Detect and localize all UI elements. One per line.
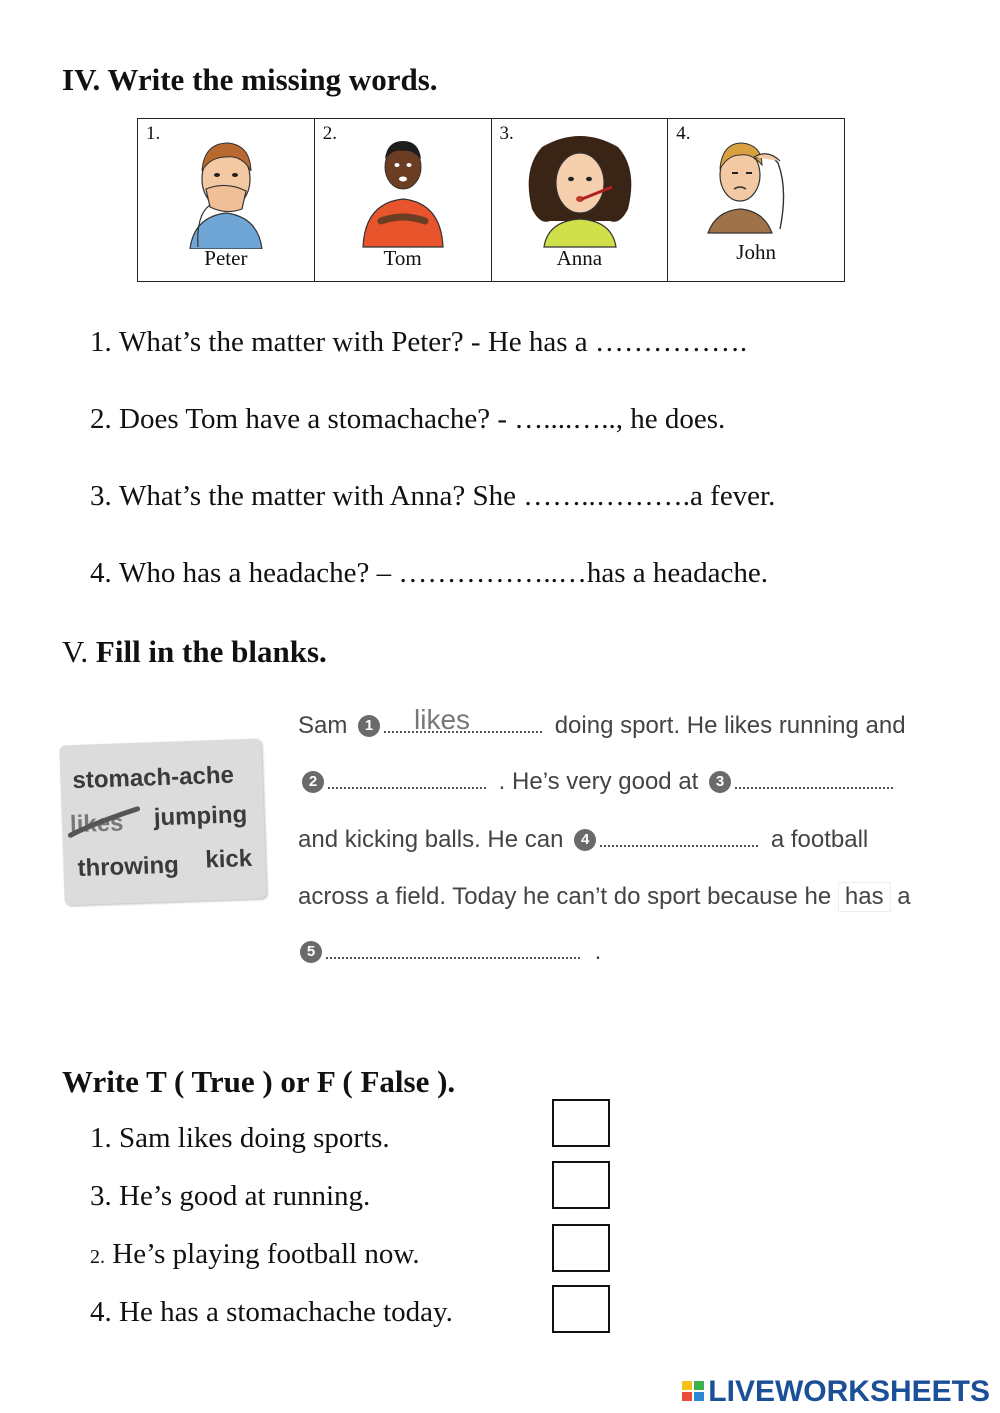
question-1: 1. What’s the matter with Peter? - He has a …………….: [90, 326, 748, 358]
blank-number-1: 1: [358, 715, 380, 737]
story-text: . He’s very good at: [498, 768, 699, 795]
word-likes-crossed: likes: [69, 809, 124, 839]
blank-3[interactable]: [735, 779, 893, 789]
picture-cell-tom: [315, 119, 492, 281]
story-text: a: [897, 883, 911, 910]
section-4-heading: [62, 62, 438, 98]
blank-number-2: 2: [302, 771, 324, 793]
picture-table: [137, 118, 845, 282]
logo-icon: [682, 1379, 706, 1403]
picture-name: Peter: [204, 246, 248, 270]
word-box: [59, 739, 266, 906]
tf-item-1: [90, 1122, 390, 1155]
tf-item-3: [90, 1238, 420, 1271]
logo-text: LIVEWORKSHEETS: [708, 1375, 990, 1408]
blank-5[interactable]: [326, 949, 580, 959]
peter-cold-illustration: [138, 129, 314, 249]
word-throwing: throwing: [77, 851, 180, 883]
picture-number: 1.: [146, 123, 161, 144]
picture-name: Tom: [383, 246, 422, 270]
tf-item-number: 3.: [90, 1180, 112, 1212]
blank-2[interactable]: [328, 779, 486, 789]
tom-stomachache-illustration: [315, 129, 491, 249]
section-5-roman: V.: [62, 634, 89, 669]
blank-4[interactable]: [600, 837, 758, 847]
question-2: 2. Does Tom have a stomachache? - …....….., he does.: [90, 403, 726, 435]
story-text: .: [594, 938, 602, 965]
section-5-title: Fill in the blanks.: [95, 634, 327, 669]
story-text: and kicking balls. He can: [298, 826, 564, 853]
story-text: across a field. Today he can’t do sport because he: [298, 883, 832, 910]
word-kick: kick: [204, 844, 253, 874]
strike-mark: [65, 803, 142, 842]
john-headache-illustration: [668, 129, 844, 249]
picture-cell-anna: [492, 119, 669, 281]
word-jumping: jumping: [153, 801, 248, 832]
tf-item-number: 4.: [90, 1296, 112, 1328]
picture-cell-john: [668, 119, 844, 281]
tf-item-text: He has a stomachache today.: [119, 1296, 453, 1328]
section-5-heading: [62, 634, 327, 670]
tf-answer-box-4[interactable]: [552, 1285, 610, 1333]
tf-item-2: [90, 1180, 370, 1213]
picture-number: 2.: [322, 123, 337, 144]
tf-item-text: Sam likes doing sports.: [119, 1122, 390, 1154]
question-3: 3. What’s the matter with Anna? She ……..……….a fever.: [90, 480, 776, 512]
story-line-1: [298, 712, 906, 740]
picture-name: Anna: [556, 246, 603, 270]
picture-name: John: [736, 240, 776, 264]
picture-number: 3.: [499, 123, 514, 144]
picture-number: 4.: [676, 123, 691, 144]
has-word: has: [838, 882, 891, 912]
tf-answer-box-3[interactable]: [552, 1224, 610, 1272]
tf-item-text: He’s good at running.: [119, 1180, 371, 1212]
tf-item-text: He’s playing football now.: [112, 1238, 420, 1270]
true-false-heading: Write T ( True ) or F ( False ).: [62, 1064, 456, 1099]
filled-answer-1: likes: [414, 704, 471, 735]
blank-number-4: 4: [574, 829, 596, 851]
section-4-title: Write the missing words.: [107, 62, 438, 97]
story-line-5: [296, 938, 601, 966]
blank-number-5: 5: [300, 941, 322, 963]
story-line-4: [298, 882, 911, 912]
question-4: 4. Who has a headache? – ……………..…has a headache.: [90, 557, 769, 589]
story-text: a football: [770, 826, 869, 853]
tf-item-number: 1.: [90, 1122, 112, 1154]
story-text: Sam: [298, 712, 348, 739]
word-stomach-ache: stomach-ache: [72, 761, 235, 795]
blank-number-3: 3: [709, 771, 731, 793]
tf-item-number: 2.: [90, 1246, 105, 1268]
tf-answer-box-2[interactable]: [552, 1161, 610, 1209]
tf-answer-box-1[interactable]: [552, 1099, 610, 1147]
tf-item-4: [90, 1296, 453, 1329]
anna-fever-illustration: [492, 129, 668, 249]
story-line-3: [298, 826, 868, 854]
story-text: doing sport. He likes running and: [554, 712, 906, 739]
section-4-roman: IV.: [62, 62, 101, 97]
picture-cell-peter: [138, 119, 315, 281]
liveworksheets-logo: [682, 1375, 990, 1409]
story-line-2: [298, 768, 893, 796]
